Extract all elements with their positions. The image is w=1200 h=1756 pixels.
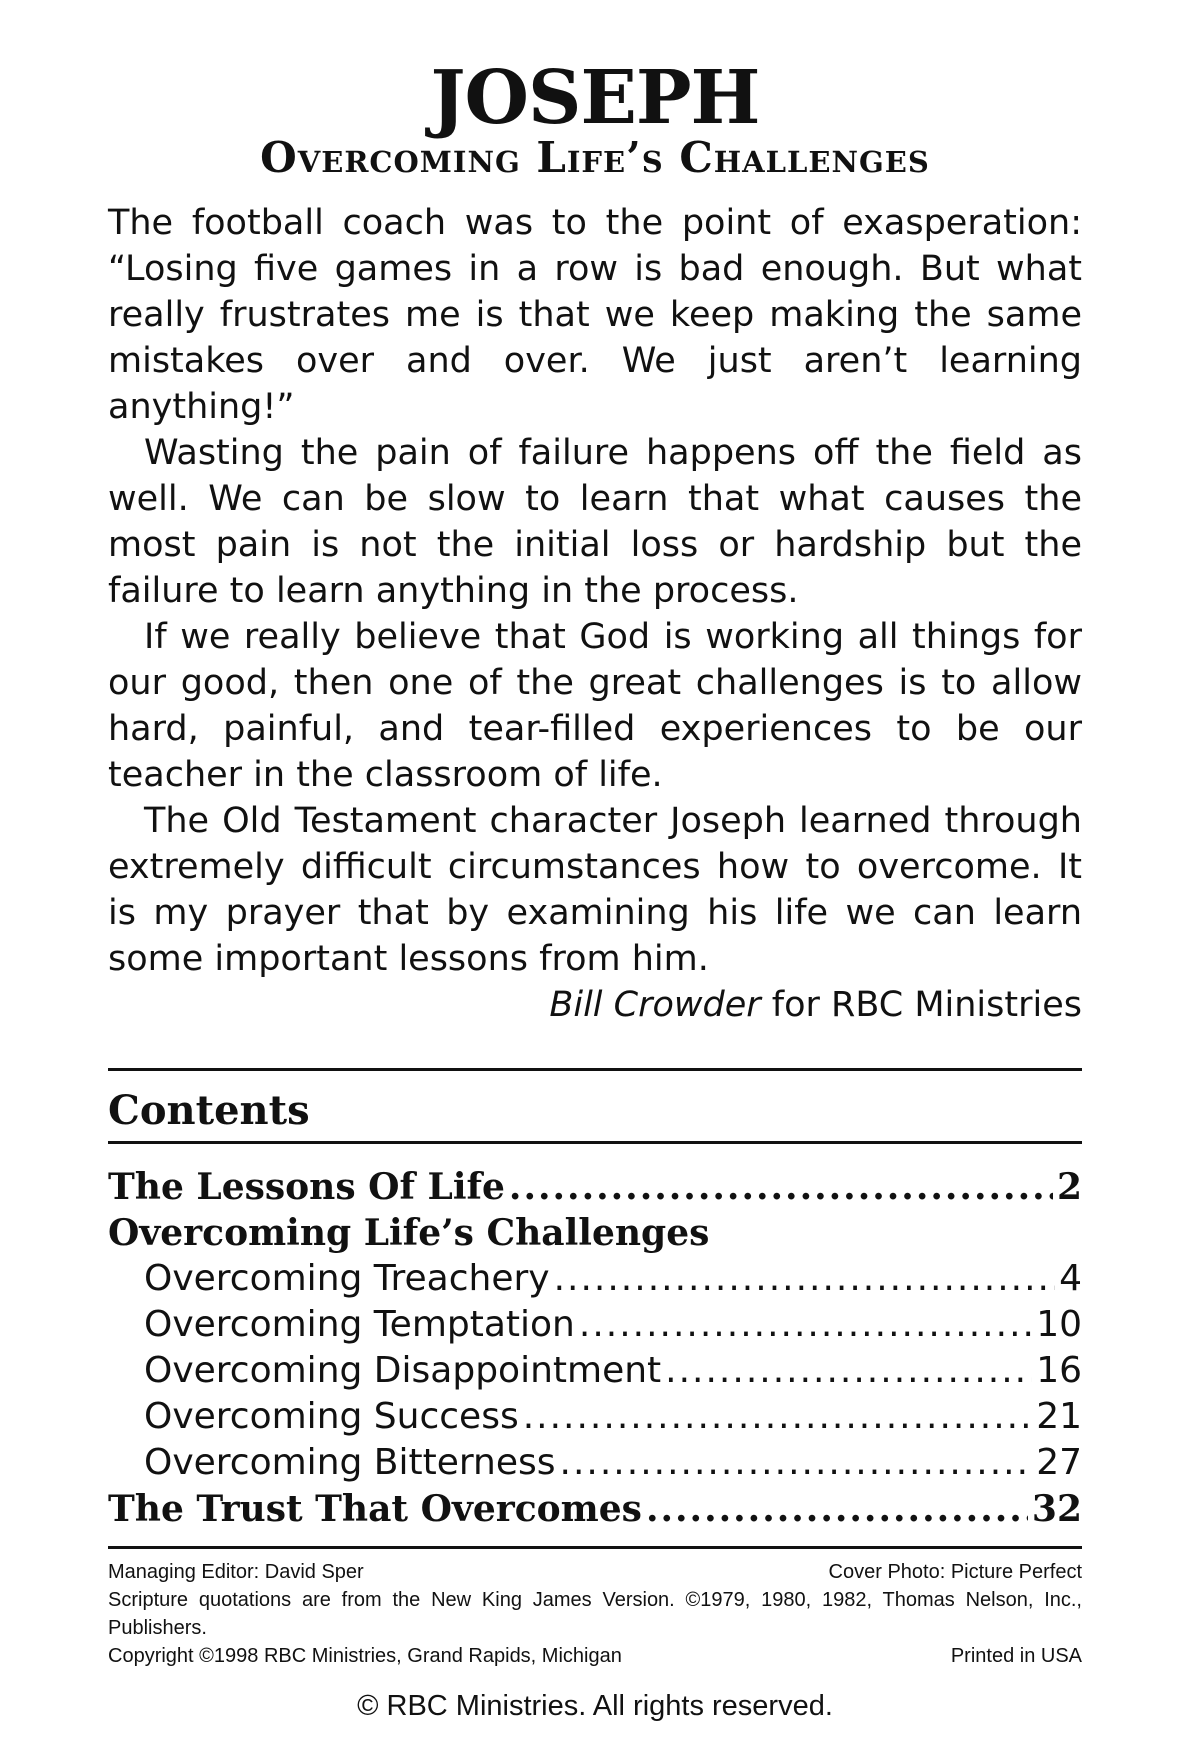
copyright-notice: Copyright ©1998 RBC Ministries, Grand Rapids, Michigan [108,1645,622,1667]
intro-paragraph-3: If we really believe that God is working all things for our good, then one of the great challenges is to allow hard, painful, and tear-filled experiences to be our teacher in the classroom of life. [108,617,1082,795]
contents-heading: Contents [108,1087,310,1134]
table-of-contents [108,1164,1082,1532]
author-name: Bill Crowder [549,985,761,1025]
printed-in: Printed in USA [950,1645,1082,1667]
toc-entry-trust-that-overcomes[interactable]: The Trust That Overcomes ..... 32 [108,1486,1082,1532]
dot-leader [579,1302,1032,1348]
booklet-page [108,0,1082,1756]
toc-entry-overcoming-temptation[interactable]: Overcoming Temptation ..... 10 [108,1302,1082,1348]
toc-entry-overcoming-disappointment[interactable]: Overcoming Disappointment ..... 16 [108,1348,1082,1394]
toc-entry-overcoming-bitterness[interactable]: Overcoming Bitterness ..... 27 [108,1440,1082,1486]
toc-page-number: 2 [1056,1166,1082,1208]
managing-editor: Managing Editor: David Sper [108,1561,364,1583]
dot-leader [665,1348,1032,1394]
toc-page-number: 27 [1036,1442,1082,1483]
contents-top-rule [108,1068,1082,1071]
toc-page-number: 32 [1031,1488,1082,1530]
author-signature [108,982,1082,1028]
page-title: JOSEPH [430,55,760,141]
dot-leader [523,1394,1032,1440]
toc-section-overcoming-lifes-challenges: Overcoming Life’s Challenges [108,1212,710,1254]
toc-entry-lessons-of-life[interactable]: The Lessons Of Life ..... 2 [108,1164,1082,1210]
toc-entry-overcoming-treachery[interactable]: Overcoming Treachery ..... 4 [108,1256,1082,1302]
contents-bottom-rule [108,1141,1082,1144]
toc-entry-overcoming-success[interactable]: Overcoming Success ..... 21 [108,1394,1082,1440]
introduction [108,200,1082,1028]
dot-leader [554,1256,1056,1302]
credits-rule [108,1546,1082,1549]
dot-leader [646,1486,1028,1532]
scripture-notice: Scripture quotations are from the New King James Version. ©1979, 1980, 1982, Thomas Nelson, Inc., Publishers. [108,1589,1082,1639]
toc-page-number: 16 [1036,1350,1082,1391]
page-subtitle: Overcoming Life’s Challenges [260,133,930,182]
dot-leader [509,1164,1053,1210]
toc-page-number: 4 [1059,1258,1082,1299]
toc-page-number: 10 [1036,1304,1082,1345]
intro-paragraph-2: Wasting the pain of failure happens off the field as well. We can be slow to learn that what causes the most pain is not the initial loss or hardship but the failure to learn anything in the process. [108,433,1082,611]
cover-photo-credit: Cover Photo: Picture Perfect [828,1561,1082,1583]
toc-page-number: 21 [1036,1396,1082,1437]
publication-credits [108,1558,1082,1670]
dot-leader [560,1440,1033,1486]
intro-paragraph-1: The football coach was to the point of exasperation: “Losing five games in a row is bad enough. But what really frustrates me is that we keep making the same mistakes over and over. We just aren’t learning anything!” [108,203,1082,427]
author-affiliation: for RBC Ministries [760,985,1082,1025]
rights-reserved-footer: © RBC Ministries. All rights reserved. [357,1690,833,1722]
intro-paragraph-4: The Old Testament character Joseph learned through extremely difficult circumstances how to overcome. It is my prayer that by examining his life we can learn some important lessons from him. [108,801,1082,979]
